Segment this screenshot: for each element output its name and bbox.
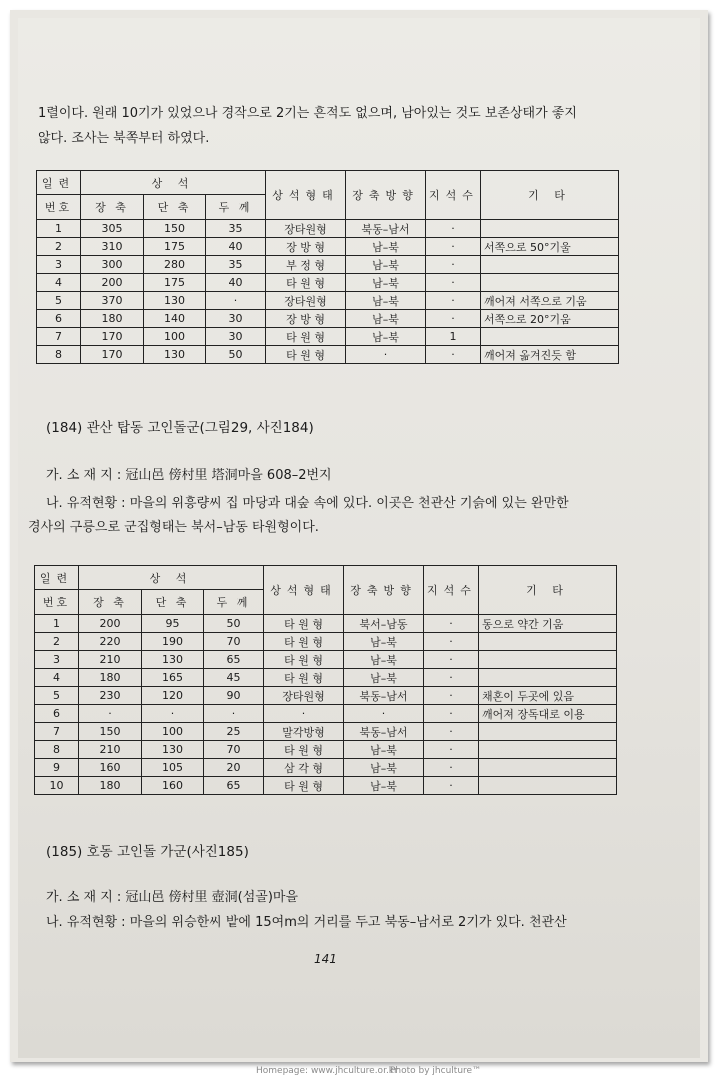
direction-cell: 남–북	[344, 633, 424, 651]
section-184-status-2: 경사의 구릉으로 군집형태는 북서–남동 타원형이다.	[28, 520, 319, 535]
header-width: 단 축	[142, 590, 204, 615]
dolmen-table-1	[36, 170, 619, 364]
header-direction: 장축방향	[346, 171, 426, 220]
support-count-cell: ·	[424, 633, 479, 651]
direction-cell: 북서–남동	[344, 615, 424, 633]
length-cell: 230	[79, 687, 142, 705]
shape-cell: ·	[264, 705, 344, 723]
length-cell: 220	[79, 633, 142, 651]
footer-photo-credit: Photo by jhculture™	[390, 1066, 482, 1076]
shape-cell: 타 원 형	[264, 741, 344, 759]
table-row	[35, 687, 617, 705]
header-shape: 상석형태	[266, 171, 346, 220]
support-count-cell: ·	[426, 256, 481, 274]
header-thickness: 두 께	[204, 590, 264, 615]
thickness-cell: ·	[206, 292, 266, 310]
direction-cell: 남–북	[344, 669, 424, 687]
shape-cell: 타 원 형	[266, 328, 346, 346]
width-cell: 95	[142, 615, 204, 633]
note-cell	[481, 274, 619, 292]
support-count-cell: ·	[424, 759, 479, 777]
length-cell: 180	[81, 310, 144, 328]
serial-cell: 1	[37, 220, 81, 238]
shape-cell: 장타원형	[266, 292, 346, 310]
shape-cell: 타 원 형	[266, 274, 346, 292]
header-other: 기 타	[481, 171, 619, 220]
serial-cell: 9	[35, 759, 79, 777]
width-cell: 100	[144, 328, 206, 346]
length-cell: 210	[79, 651, 142, 669]
support-count-cell: ·	[426, 274, 481, 292]
serial-cell: 2	[37, 238, 81, 256]
width-cell: 160	[142, 777, 204, 795]
thickness-cell: 90	[204, 687, 264, 705]
direction-cell: 남–북	[344, 651, 424, 669]
table-row	[35, 615, 617, 633]
dolmen-table-2	[34, 565, 617, 795]
shape-cell: 장타원형	[264, 687, 344, 705]
thickness-cell: 40	[206, 274, 266, 292]
table-row	[37, 238, 619, 256]
serial-cell: 3	[35, 651, 79, 669]
shape-cell: 타 원 형	[264, 615, 344, 633]
direction-cell: 남–북	[346, 328, 426, 346]
support-count-cell: ·	[426, 238, 481, 256]
footer-homepage: Homepage: www.jhculture.or.kr	[256, 1066, 398, 1076]
direction-cell: 북동–남서	[346, 220, 426, 238]
header-upper-stone: 상 석	[81, 171, 266, 195]
table-row	[35, 633, 617, 651]
length-cell: 180	[79, 777, 142, 795]
header-thickness: 두 께	[206, 195, 266, 220]
note-cell	[479, 759, 617, 777]
direction-cell: 북동–남서	[344, 687, 424, 705]
width-cell: 120	[142, 687, 204, 705]
header-length: 장 축	[81, 195, 144, 220]
note-cell: 서쪽으로 20°기움	[481, 310, 619, 328]
support-count-cell: ·	[424, 741, 479, 759]
shape-cell: 타 원 형	[264, 669, 344, 687]
direction-cell: 남–북	[346, 310, 426, 328]
shape-cell: 장 방 형	[266, 310, 346, 328]
section-184-title: (184) 관산 탑동 고인돌군(그림29, 사진184)	[46, 420, 314, 436]
note-cell: 깨어져 서쪽으로 기움	[481, 292, 619, 310]
direction-cell: 남–북	[344, 777, 424, 795]
intro-line-1: 1렬이다. 원래 10기가 있었으나 경작으로 2기는 흔적도 없으며, 남아있는 것도 보존상태가 좋지	[38, 106, 577, 121]
support-count-cell: ·	[424, 777, 479, 795]
width-cell: 175	[144, 238, 206, 256]
width-cell: 280	[144, 256, 206, 274]
shape-cell: 장 방 형	[266, 238, 346, 256]
length-cell: 170	[81, 328, 144, 346]
thickness-cell: 25	[204, 723, 264, 741]
thickness-cell: 65	[204, 651, 264, 669]
note-cell	[479, 723, 617, 741]
section-184-location: 가. 소 재 지 : 冠山邑 傍村里 塔洞마을 608–2번지	[46, 468, 332, 483]
thickness-cell: 45	[204, 669, 264, 687]
serial-cell: 3	[37, 256, 81, 274]
thickness-cell: 70	[204, 633, 264, 651]
table-row	[35, 705, 617, 723]
width-cell: 190	[142, 633, 204, 651]
table-row	[35, 777, 617, 795]
page-number: 141	[314, 952, 337, 966]
support-count-cell: ·	[424, 723, 479, 741]
table-row	[37, 346, 619, 364]
serial-cell: 1	[35, 615, 79, 633]
note-cell	[479, 669, 617, 687]
header-other: 기 타	[479, 566, 617, 615]
header-serial-bottom: 번호	[37, 195, 81, 220]
serial-cell: 4	[35, 669, 79, 687]
length-cell: 160	[79, 759, 142, 777]
section-184-status-1: 나. 유적현황 : 마을의 위흥량씨 집 마당과 대숲 속에 있다. 이곳은 천관산 기슭에 있는 완만한	[46, 496, 569, 511]
shape-cell: 장타원형	[266, 220, 346, 238]
direction-cell: 남–북	[346, 238, 426, 256]
note-cell: 깨어져 옮겨진듯 함	[481, 346, 619, 364]
width-cell: 130	[142, 741, 204, 759]
note-cell: 서쪽으로 50°기울	[481, 238, 619, 256]
width-cell: 150	[144, 220, 206, 238]
support-count-cell: ·	[426, 310, 481, 328]
serial-cell: 8	[35, 741, 79, 759]
direction-cell: ·	[346, 346, 426, 364]
serial-cell: 6	[37, 310, 81, 328]
thickness-cell: 20	[204, 759, 264, 777]
width-cell: ·	[142, 705, 204, 723]
length-cell: 180	[79, 669, 142, 687]
section-185-location: 가. 소 재 지 : 冠山邑 傍村里 壺洞(섬골)마을	[46, 890, 299, 905]
header-width: 단 축	[144, 195, 206, 220]
table-row	[37, 274, 619, 292]
document-page	[18, 18, 700, 1058]
thickness-cell: 30	[206, 310, 266, 328]
support-count-cell: ·	[424, 669, 479, 687]
table-row	[35, 741, 617, 759]
section-185-title: (185) 호동 고인돌 가군(사진185)	[46, 844, 249, 860]
length-cell: 170	[81, 346, 144, 364]
intro-line-2: 않다. 조사는 북쪽부터 하였다.	[38, 131, 210, 146]
direction-cell: 남–북	[344, 759, 424, 777]
support-count-cell: ·	[426, 220, 481, 238]
width-cell: 130	[144, 292, 206, 310]
width-cell: 165	[142, 669, 204, 687]
width-cell: 100	[142, 723, 204, 741]
section-185-status-1: 나. 유적현황 : 마을의 위승한씨 밭에 15여m의 거리를 두고 북동–남서로 2기가 있다. 천관산	[46, 915, 567, 930]
width-cell: 130	[142, 651, 204, 669]
direction-cell: 남–북	[346, 274, 426, 292]
header-serial-top: 일련	[37, 171, 81, 195]
header-serial-top: 일련	[35, 566, 79, 590]
serial-cell: 10	[35, 777, 79, 795]
note-cell: 깨어져 장독대로 이용	[479, 705, 617, 723]
length-cell: 310	[81, 238, 144, 256]
length-cell: 150	[79, 723, 142, 741]
length-cell: 305	[81, 220, 144, 238]
length-cell: 210	[79, 741, 142, 759]
width-cell: 175	[144, 274, 206, 292]
header-support-count: 지석수	[426, 171, 481, 220]
shape-cell: 부 정 형	[266, 256, 346, 274]
thickness-cell: 30	[206, 328, 266, 346]
serial-cell: 2	[35, 633, 79, 651]
support-count-cell: ·	[424, 615, 479, 633]
shape-cell: 타 원 형	[266, 346, 346, 364]
table-row	[35, 759, 617, 777]
table-row	[35, 723, 617, 741]
header-serial-bottom: 번호	[35, 590, 79, 615]
support-count-cell: ·	[424, 651, 479, 669]
note-cell	[481, 256, 619, 274]
thickness-cell: 35	[206, 220, 266, 238]
thickness-cell: 40	[206, 238, 266, 256]
direction-cell: 북동–남서	[344, 723, 424, 741]
shape-cell: 말각방형	[264, 723, 344, 741]
shape-cell: 타 원 형	[264, 651, 344, 669]
table-row	[37, 310, 619, 328]
width-cell: 140	[144, 310, 206, 328]
support-count-cell: ·	[424, 705, 479, 723]
support-count-cell: ·	[424, 687, 479, 705]
serial-cell: 7	[35, 723, 79, 741]
note-cell	[479, 777, 617, 795]
length-cell: 200	[81, 274, 144, 292]
width-cell: 130	[144, 346, 206, 364]
width-cell: 105	[142, 759, 204, 777]
table-row	[37, 256, 619, 274]
table-row	[37, 328, 619, 346]
direction-cell: 남–북	[346, 292, 426, 310]
note-cell	[479, 633, 617, 651]
note-cell	[481, 220, 619, 238]
note-cell	[479, 651, 617, 669]
header-length: 장 축	[79, 590, 142, 615]
shape-cell: 타 원 형	[264, 633, 344, 651]
length-cell: 370	[81, 292, 144, 310]
direction-cell: 남–북	[346, 256, 426, 274]
serial-cell: 8	[37, 346, 81, 364]
thickness-cell: 35	[206, 256, 266, 274]
support-count-cell: 1	[426, 328, 481, 346]
serial-cell: 5	[35, 687, 79, 705]
thickness-cell: 50	[204, 615, 264, 633]
length-cell: 300	[81, 256, 144, 274]
shape-cell: 삼 각 형	[264, 759, 344, 777]
support-count-cell: ·	[426, 346, 481, 364]
support-count-cell: ·	[426, 292, 481, 310]
table-row	[35, 651, 617, 669]
note-cell: 채혼이 두곳에 있음	[479, 687, 617, 705]
table-row	[35, 669, 617, 687]
shape-cell: 타 원 형	[264, 777, 344, 795]
thickness-cell: 70	[204, 741, 264, 759]
note-cell	[481, 328, 619, 346]
direction-cell: 남–북	[344, 741, 424, 759]
direction-cell: ·	[344, 705, 424, 723]
thickness-cell: 50	[206, 346, 266, 364]
serial-cell: 6	[35, 705, 79, 723]
note-cell	[479, 741, 617, 759]
serial-cell: 5	[37, 292, 81, 310]
note-cell: 동으로 약간 기움	[479, 615, 617, 633]
header-support-count: 지석수	[424, 566, 479, 615]
table-row	[37, 220, 619, 238]
length-cell: ·	[79, 705, 142, 723]
header-direction: 장축방향	[344, 566, 424, 615]
header-upper-stone: 상 석	[79, 566, 264, 590]
header-shape: 상석형태	[264, 566, 344, 615]
table-row	[37, 292, 619, 310]
serial-cell: 7	[37, 328, 81, 346]
thickness-cell: 65	[204, 777, 264, 795]
thickness-cell: ·	[204, 705, 264, 723]
serial-cell: 4	[37, 274, 81, 292]
length-cell: 200	[79, 615, 142, 633]
